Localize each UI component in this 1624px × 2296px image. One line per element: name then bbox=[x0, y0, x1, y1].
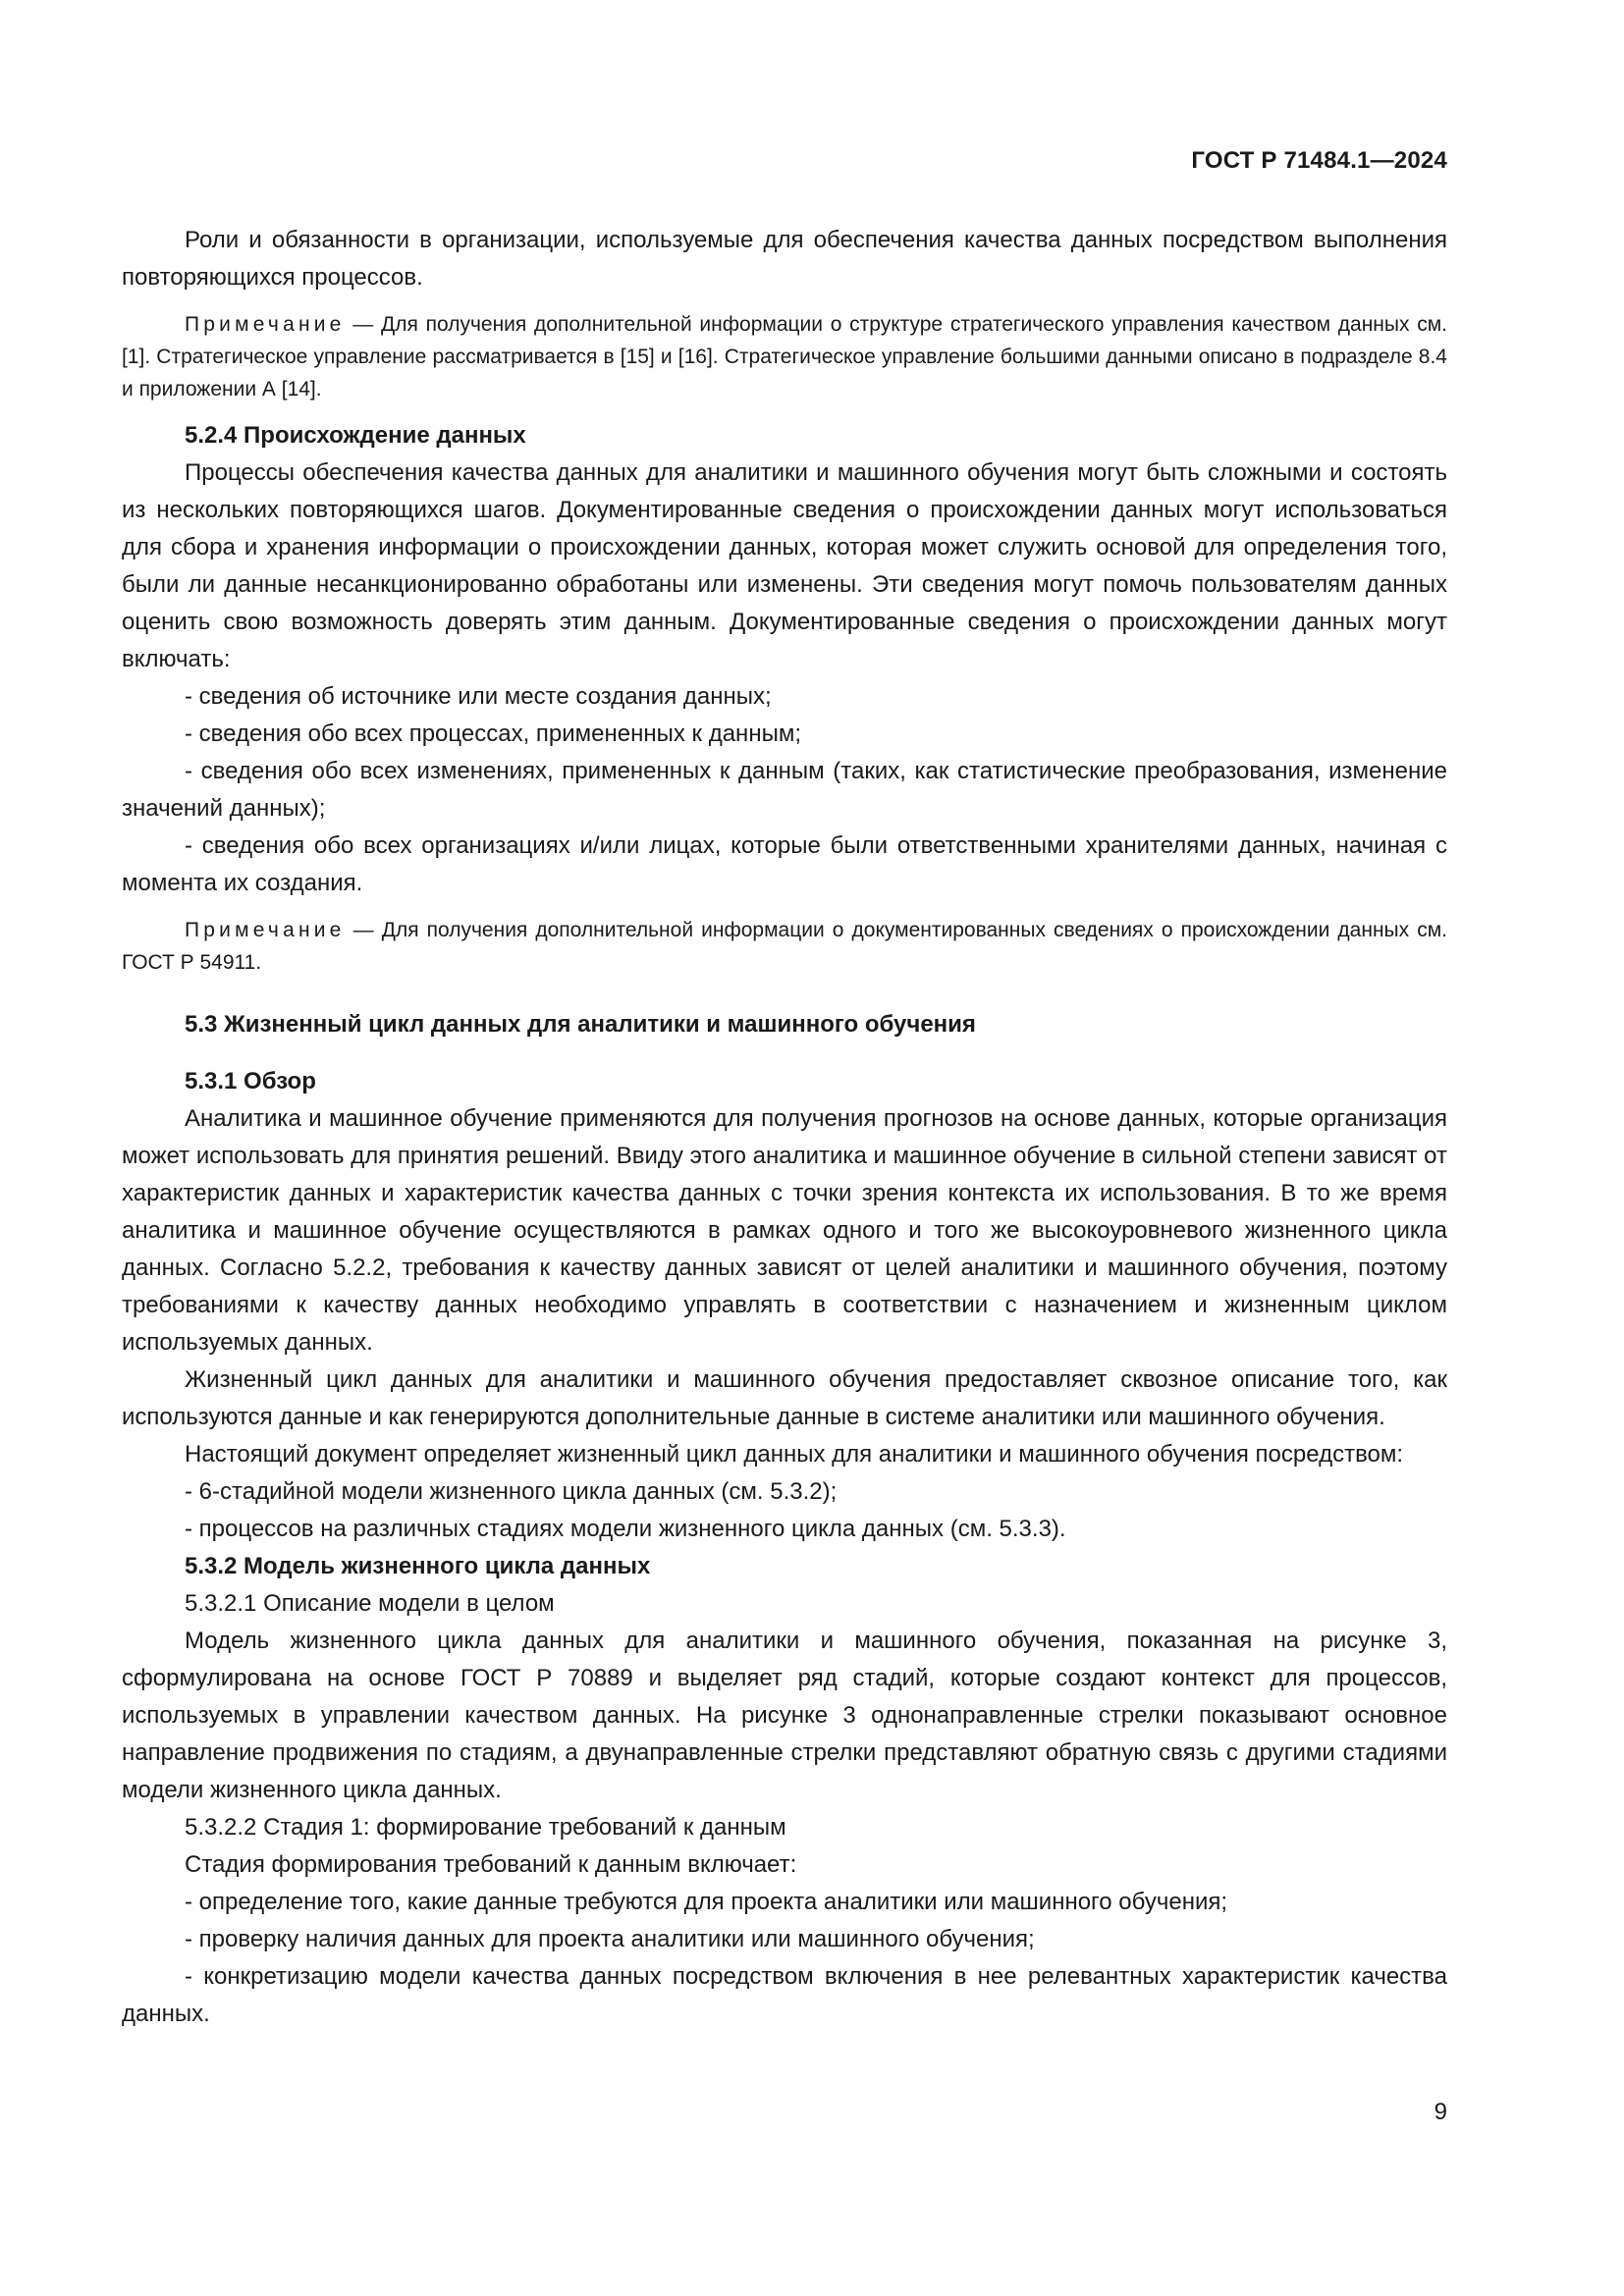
list-item: - процессов на различных стадиях модели жизненного цикла данных (см. 5.3.3). bbox=[185, 1516, 1066, 1542]
note-text: — Для получения дополнительной информации о структуре стратегического управления качеством данных см. [1]. Стратегическое управление рассматривается в [15] и [16]. Стратегическое управление большими данными описано в подразделе 8.4 и приложении А [14]. bbox=[122, 313, 1447, 400]
paragraph: Процессы обеспечения качества данных для аналитики и машинного обучения могут быть сложными и состоять из нескольких повторяющихся шагов. Документированные сведения о происхождении данных могут использоваться для сбора и хранения информации о происхождении данных, которая может служить основой для определения того, были ли данные несанкционированно обработаны или изменены. Эти сведения могут помочь пользователям данных оценить свою возможность доверять этим данным. Документированные сведения о происхождении данных могут включать: bbox=[122, 459, 1447, 672]
list-item: - конкретизацию модели качества данных посредством включения в нее релевантных характеристик качества данных. bbox=[122, 1963, 1447, 2027]
list-item: - сведения об источнике или месте создания данных; bbox=[185, 683, 772, 710]
subsection-heading: 5.3.2 Модель жизненного цикла данных bbox=[185, 1553, 651, 1579]
paragraph: Аналитика и машинное обучение применяются для получения прогнозов на основе данных, которые организация может использовать для принятия решений. Ввиду этого аналитика и машинное обучение в сильной степени зависят от характеристик данных и характеристик качества данных с точки зрения контекста их использования. В то же время аналитика и машинное обучение осуществляются в рамках одного и того же высокоуровневого жизненного цикла данных. Согласно 5.2.2, требования к качеству данных зависят от целей аналитики и машинного обучения, поэтому требованиями к качеству данных необходимо управлять в соответствии с назначением и жизненным циклом используемых данных. bbox=[122, 1105, 1447, 1356]
note bbox=[122, 914, 1447, 979]
list-item: - проверку наличия данных для проекта аналитики или машинного обучения; bbox=[185, 1926, 1035, 1952]
list-item: - сведения обо всех изменениях, примененных к данным (таких, как статистические преобразования, изменение значений данных); bbox=[122, 758, 1447, 822]
paragraph: Жизненный цикл данных для аналитики и машинного обучения предоставляет сквозное описание того, как используются данные и как генерируются дополнительные данные в системе аналитики или машинного обучения. bbox=[122, 1366, 1447, 1430]
subsection-heading: 5.2.4 Происхождение данных bbox=[185, 422, 526, 449]
page-number: 9 bbox=[1434, 2099, 1447, 2125]
paragraph: Модель жизненного цикла данных для аналитики и машинного обучения, показанная на рисунке 3, сформулирована на основе ГОСТ Р 70889 и выделяет ряд стадий, которые создают контекст для процессов, используемых в управлении качеством данных. На рисунке 3 однонаправленные стрелки показывают основное направление продвижения по стадиям, а двунаправленные стрелки представляют обратную связь с другими стадиями модели жизненного цикла данных. bbox=[122, 1628, 1447, 1803]
list-item: - сведения обо всех организациях и/или лицах, которые были ответственными хранителями данных, начиная с момента их создания. bbox=[122, 832, 1447, 896]
note-text: — Для получения дополнительной информации о документированных сведениях о происхождении данных см. ГОСТ Р 54911. bbox=[122, 919, 1447, 974]
list-item: Роли и обязанности в организации, используемые для обеспечения качества данных посредством выполнения повторяющихся процессов. bbox=[122, 227, 1447, 291]
section-heading: 5.3 Жизненный цикл данных для аналитики и машинного обучения bbox=[185, 1011, 976, 1038]
paragraph: Стадия формирования требований к данным включает: bbox=[185, 1851, 797, 1878]
list-item: - сведения обо всех процессах, примененных к данным; bbox=[185, 721, 801, 747]
paragraph: Настоящий документ определяет жизненный цикл данных для аналитики и машинного обучения посредством: bbox=[185, 1441, 1404, 1468]
document-id-header: ГОСТ Р 71484.1—2024 bbox=[1191, 147, 1447, 174]
subsection-heading: 5.3.1 Обзор bbox=[185, 1068, 316, 1095]
note-label: Примечание bbox=[185, 919, 346, 941]
list-item: - определение того, какие данные требуются для проекта аналитики или машинного обучения; bbox=[185, 1889, 1228, 1915]
note-label: Примечание bbox=[185, 313, 346, 336]
clause-heading: 5.3.2.2 Стадия 1: формирование требований к данным bbox=[185, 1814, 786, 1841]
list-item: - 6-стадийной модели жизненного цикла данных (см. 5.3.2); bbox=[185, 1478, 838, 1505]
page-body bbox=[122, 222, 1447, 2033]
note bbox=[122, 308, 1447, 405]
clause-heading: 5.3.2.1 Описание модели в целом bbox=[185, 1590, 555, 1617]
